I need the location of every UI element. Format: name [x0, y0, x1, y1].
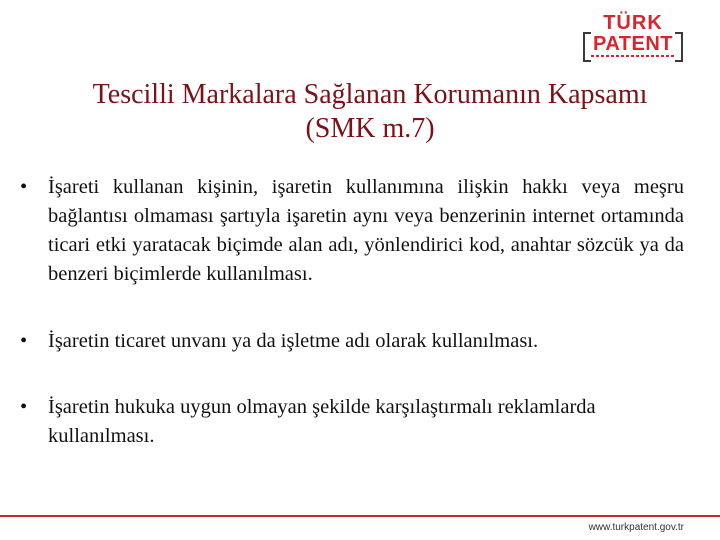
logo-text-turk: TÜRK — [603, 12, 663, 34]
bullet-list — [20, 173, 684, 451]
footer-url: www.turkpatent.gov.tr — [588, 522, 684, 533]
slide-title: Tescilli Markalara Sağlanan Korumanın Kapsamı (SMK m.7) — [92, 79, 648, 144]
bullet-item: • İşaretin hukuka uygun olmayan şekilde karşılaştırmalı reklamlarda kullanılması. — [20, 393, 684, 451]
bullet-item: • İşareti kullanan kişinin, işaretin kullanımına ilişkin hakkı veya meşru bağlantısı olmaması şartıyla işaretin aynı veya benzerinin internet ortamında ticari etki yaratacak biçimde alan adı, yönlendirici kod, anahtar sözcük ya da benzeri biçimlerde kullanılması. — [20, 173, 684, 289]
footer-divider — [0, 515, 720, 517]
logo-subtitle-line — [591, 55, 675, 57]
logo-patent-box — [583, 32, 683, 60]
logo-text-patent: PATENT — [592, 33, 674, 55]
logo-bracket-right — [675, 32, 683, 62]
turkpatent-logo — [583, 12, 683, 62]
bullet-item: • İşaretin ticaret unvanı ya da işletme adı olarak kullanılması. — [20, 327, 684, 356]
